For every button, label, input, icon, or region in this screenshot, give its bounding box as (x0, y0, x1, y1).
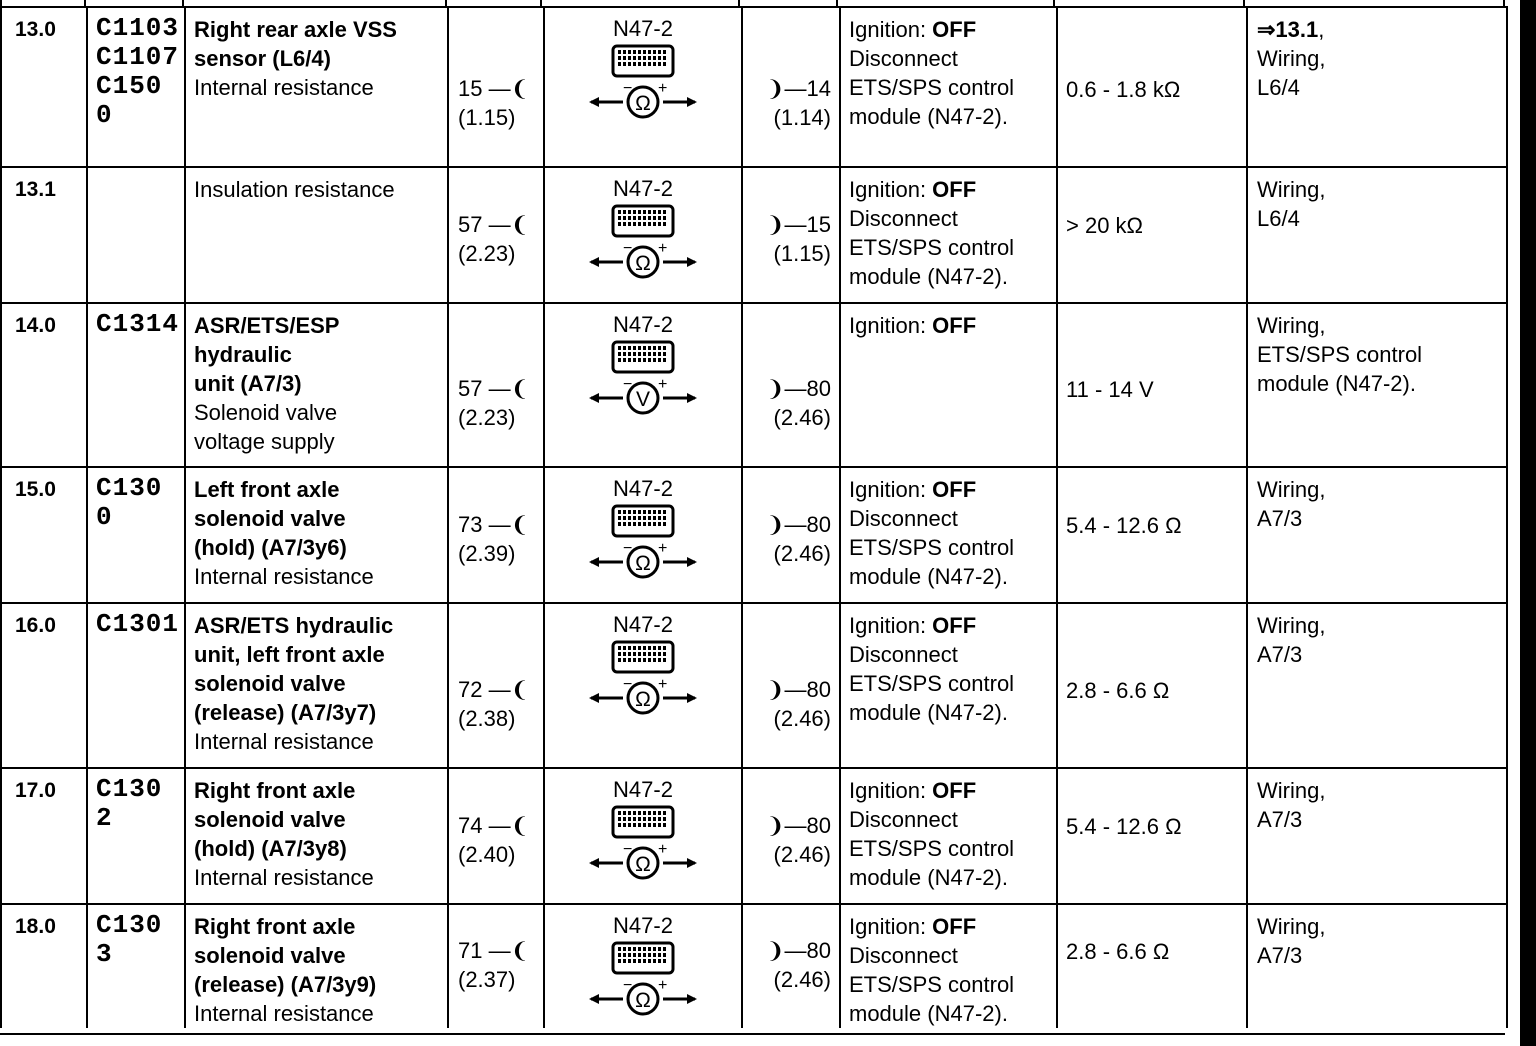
nominal-value (1057, 7, 1247, 167)
module-label: N47-2 (613, 777, 673, 802)
component-description (185, 7, 448, 167)
fault-code: 0 (96, 100, 113, 130)
meter-diagram (544, 7, 742, 167)
test-type-line: Internal resistance (194, 729, 374, 754)
ignition-line (849, 475, 1056, 504)
condition-line: Disconnect (849, 642, 958, 667)
probe-plug-left-icon: —❨ (482, 677, 530, 702)
remedy-line: L6/4 (1257, 75, 1300, 100)
module-label: N47-2 (613, 176, 673, 201)
module-label: N47-2 (613, 913, 673, 938)
test-pin-left (448, 303, 544, 467)
nominal-value-text: 0.6 - 1.8 kΩ (1066, 77, 1181, 102)
svg-text:+: + (658, 376, 668, 393)
table-row (1, 904, 1507, 1028)
svg-text:Ω: Ω (635, 252, 651, 275)
ignition-line (849, 175, 1056, 204)
test-type-line: Internal resistance (194, 1001, 374, 1026)
condition-line: module (N47-2). (849, 1001, 1008, 1026)
diagnostic-test-table (0, 6, 1508, 1028)
svg-text:+: + (658, 841, 668, 858)
condition-line: Disconnect (849, 46, 958, 71)
test-pin-left (448, 167, 544, 303)
fault-code-cell (87, 904, 185, 1028)
probe-plug-right-icon: ❩— (766, 76, 807, 101)
pin-right-sub: (2.46) (773, 967, 831, 992)
pin-right-number-line (766, 936, 831, 965)
remedy (1247, 167, 1507, 303)
probe-plug-right-icon: ❩— (766, 677, 807, 702)
pin-right-number: 80 (806, 376, 831, 401)
nominal-value (1057, 603, 1247, 768)
pin-left-group (458, 374, 529, 432)
remedy (1247, 303, 1507, 467)
component-title-line: solenoid valve (194, 506, 346, 531)
nominal-value (1057, 768, 1247, 904)
component-description (185, 768, 448, 904)
remedy-line: Wiring, (1257, 177, 1326, 202)
pin-right-number: 15 (806, 212, 831, 237)
component-title-line: (release) (A7/3y7) (194, 700, 377, 725)
svg-text:+: + (658, 977, 668, 994)
probe-plug-right-icon: ❩— (766, 212, 807, 237)
component-description (185, 167, 448, 303)
condition-line: Disconnect (849, 506, 958, 531)
condition-line: Disconnect (849, 807, 958, 832)
fault-code-cell (87, 603, 185, 768)
pin-left-sub: (2.40) (458, 842, 516, 867)
meter-diagram (544, 603, 742, 768)
component-title-line: Right front axle (194, 778, 356, 803)
pin-right-group (766, 936, 831, 994)
remedy-line: Wiring, (1257, 46, 1326, 71)
probe-plug-right-icon: ❩— (766, 512, 807, 537)
ignition-state: OFF (932, 17, 977, 42)
pin-left-sub: (2.39) (458, 541, 516, 566)
test-condition (840, 303, 1057, 467)
svg-text:−: − (623, 676, 633, 693)
test-pin-right (742, 467, 840, 603)
condition-line: ETS/SPS control (849, 671, 1015, 696)
fault-code-cell (87, 467, 185, 603)
step-number-text: 18.0 (15, 915, 56, 938)
step-number-text: 17.0 (15, 779, 56, 802)
remedy-line: A7/3 (1257, 807, 1303, 832)
pin-left-number: 15 (458, 76, 483, 101)
condition-line: ETS/SPS control (849, 972, 1015, 997)
remedy-line: A7/3 (1257, 506, 1303, 531)
condition-line: module (N47-2). (849, 564, 1008, 589)
remedy-line: Wiring, (1257, 613, 1326, 638)
test-condition (840, 7, 1057, 167)
probe-plug-left-icon: —❨ (482, 76, 530, 101)
fault-code: C1103 (96, 13, 180, 43)
svg-text:Ω: Ω (635, 688, 651, 711)
test-condition (840, 467, 1057, 603)
ignition-label: Ignition: (849, 613, 933, 638)
pin-left-group (458, 811, 529, 869)
remedy-line: A7/3 (1257, 642, 1303, 667)
pin-right-group (766, 210, 831, 268)
nominal-value-text: > 20 kΩ (1066, 213, 1143, 238)
condition-line: ETS/SPS control (849, 75, 1015, 100)
condition-line: module (N47-2). (849, 865, 1008, 890)
ignition-line (849, 311, 1056, 340)
probe-plug-left-icon: —❨ (482, 376, 530, 401)
meter-diagram (544, 303, 742, 467)
test-type-line: Insulation resistance (194, 177, 395, 202)
test-type-line: Internal resistance (194, 865, 374, 890)
test-pin-right (742, 7, 840, 167)
pin-left-number-line (458, 675, 529, 704)
pin-left-number: 71 (458, 938, 483, 963)
test-type-line: Solenoid valve (194, 400, 338, 425)
ignition-state: OFF (932, 313, 977, 338)
pin-left-number: 57 (458, 376, 483, 401)
ignition-state: OFF (932, 914, 977, 939)
step-number (1, 904, 87, 1028)
remedy (1247, 7, 1507, 167)
pin-left-group (458, 675, 529, 733)
component-title-line: Right front axle (194, 914, 356, 939)
component-title-line: Left front axle (194, 477, 340, 502)
fault-code: 3 (96, 939, 113, 969)
probe-plug-right-icon: ❩— (766, 376, 807, 401)
step-number-text: 13.0 (15, 18, 56, 41)
svg-text:Ω: Ω (635, 853, 651, 876)
remedy (1247, 467, 1507, 603)
pin-right-number: 14 (806, 76, 831, 101)
pin-left-sub: (2.38) (458, 706, 516, 731)
fault-code: C1314 (96, 309, 180, 339)
pin-left-number: 72 (458, 677, 483, 702)
svg-text:V: V (635, 388, 651, 411)
pin-left-sub: (2.23) (458, 241, 516, 266)
pin-left-number-line (458, 811, 529, 840)
test-condition (840, 904, 1057, 1028)
pin-left-group (458, 74, 529, 132)
remedy-line: A7/3 (1257, 943, 1303, 968)
step-number-text: 14.0 (15, 314, 56, 337)
table-row (1, 603, 1507, 768)
fault-code-cell (87, 167, 185, 303)
test-condition (840, 768, 1057, 904)
ignition-label: Ignition: (849, 313, 933, 338)
ignition-label: Ignition: (849, 778, 933, 803)
component-title-line: unit (A7/3) (194, 371, 302, 396)
remedy-line: module (N47-2). (1257, 371, 1416, 396)
ignition-state: OFF (932, 613, 977, 638)
pin-left-number: 57 (458, 212, 483, 237)
step-number (1, 768, 87, 904)
pin-left-number: 74 (458, 813, 483, 838)
step-number (1, 603, 87, 768)
condition-line: ETS/SPS control (849, 836, 1015, 861)
fault-code: 2 (96, 803, 113, 833)
step-number-text: 15.0 (15, 478, 56, 501)
test-condition (840, 167, 1057, 303)
ignition-line (849, 15, 1056, 44)
test-type-line: voltage supply (194, 429, 335, 454)
nominal-value (1057, 904, 1247, 1028)
module-label: N47-2 (613, 476, 673, 501)
svg-text:−: − (623, 841, 633, 858)
component-description (185, 904, 448, 1028)
remedy-line: Wiring, (1257, 313, 1326, 338)
pin-right-sub: (2.46) (773, 842, 831, 867)
fault-code: C150 (96, 71, 163, 101)
ignition-label: Ignition: (849, 477, 933, 502)
remedy-line: Wiring, (1257, 477, 1326, 502)
pin-left-number-line (458, 374, 529, 403)
remedy (1247, 768, 1507, 904)
remedy-line: ETS/SPS control (1257, 342, 1423, 367)
ignition-label: Ignition: (849, 914, 933, 939)
probe-plug-left-icon: —❨ (482, 512, 530, 537)
ignition-label: Ignition: (849, 17, 933, 42)
probe-plug-left-icon: —❨ (482, 813, 530, 838)
pin-left-number-line (458, 510, 529, 539)
test-pin-right (742, 303, 840, 467)
test-pin-left (448, 7, 544, 167)
remedy-jump-link[interactable]: ⇒13.1 (1257, 17, 1319, 42)
pin-left-sub: (2.23) (458, 405, 516, 430)
table-bottom-rule (0, 1033, 1505, 1035)
ignition-state: OFF (932, 177, 977, 202)
test-pin-right (742, 768, 840, 904)
remedy-line: Wiring, (1257, 778, 1326, 803)
probe-plug-left-icon: —❨ (482, 212, 530, 237)
test-pin-left (448, 467, 544, 603)
pin-left-group (458, 936, 529, 994)
probe-plug-right-icon: ❩— (766, 813, 807, 838)
fault-code: 0 (96, 502, 113, 532)
condition-line: ETS/SPS control (849, 235, 1015, 260)
component-description (185, 303, 448, 467)
pin-right-number-line (766, 811, 831, 840)
nominal-value-text: 2.8 - 6.6 Ω (1066, 678, 1170, 703)
module-label: N47-2 (613, 16, 673, 41)
ignition-label: Ignition: (849, 177, 933, 202)
step-number-text: 16.0 (15, 614, 56, 637)
pin-right-group (766, 74, 831, 132)
test-pin-left (448, 603, 544, 768)
pin-right-number-line (766, 210, 831, 239)
pin-left-number-line (458, 74, 529, 103)
test-pin-right (742, 603, 840, 768)
test-pin-right (742, 904, 840, 1028)
nominal-value-text: 11 - 14 V (1066, 377, 1154, 402)
component-title-line: Right rear axle VSS (194, 17, 397, 42)
pin-right-number: 80 (806, 813, 831, 838)
meter-diagram (544, 167, 742, 303)
fault-code: C1107 (96, 42, 180, 72)
svg-text:+: + (658, 540, 668, 557)
pin-right-number-line (766, 675, 831, 704)
component-title-line: (hold) (A7/3y6) (194, 535, 347, 560)
fault-code-cell (87, 768, 185, 904)
svg-text:−: − (623, 540, 633, 557)
test-pin-left (448, 768, 544, 904)
pin-right-number-line (766, 74, 831, 103)
fault-code: C130 (96, 910, 163, 940)
pin-right-group (766, 510, 831, 568)
remedy (1247, 603, 1507, 768)
pin-right-sub: (2.46) (773, 405, 831, 430)
component-title-line: (hold) (A7/3y8) (194, 836, 347, 861)
test-pin-right (742, 167, 840, 303)
component-title-line: (release) (A7/3y9) (194, 972, 377, 997)
pin-right-number: 80 (806, 938, 831, 963)
probe-plug-left-icon: —❨ (482, 938, 530, 963)
condition-line: module (N47-2). (849, 264, 1008, 289)
pin-left-number-line (458, 210, 529, 239)
component-title-line: solenoid valve (194, 671, 346, 696)
test-type-line: Internal resistance (194, 75, 374, 100)
pin-right-sub: (2.46) (773, 706, 831, 731)
ignition-state: OFF (932, 778, 977, 803)
pin-left-number: 73 (458, 512, 483, 537)
pin-left-sub: (2.37) (458, 967, 516, 992)
ignition-line (849, 776, 1056, 805)
component-title-line: ASR/ETS hydraulic (194, 613, 394, 638)
pin-right-number-line (766, 510, 831, 539)
condition-line: ETS/SPS control (849, 535, 1015, 560)
table-row (1, 167, 1507, 303)
meter-diagram (544, 768, 742, 904)
pin-right-sub: (1.15) (773, 241, 831, 266)
step-number-text: 13.1 (15, 178, 56, 201)
svg-text:Ω: Ω (635, 92, 651, 115)
svg-text:+: + (658, 676, 668, 693)
svg-text:−: − (623, 376, 633, 393)
fault-code: C130 (96, 774, 163, 804)
step-number (1, 7, 87, 167)
table-row (1, 768, 1507, 904)
nominal-value (1057, 467, 1247, 603)
condition-line: module (N47-2). (849, 700, 1008, 725)
pin-right-group (766, 811, 831, 869)
fault-code-cell (87, 7, 185, 167)
table-row (1, 7, 1507, 167)
component-description (185, 467, 448, 603)
step-number (1, 303, 87, 467)
pin-left-number-line (458, 936, 529, 965)
component-title-line: unit, left front axle (194, 642, 385, 667)
nominal-value (1057, 167, 1247, 303)
remedy-line: L6/4 (1257, 206, 1300, 231)
nominal-value-text: 5.4 - 12.6 Ω (1066, 513, 1182, 538)
svg-text:Ω: Ω (635, 552, 651, 575)
remedy-jump-punct: , (1318, 17, 1325, 42)
component-title-line: ASR/ETS/ESP (194, 313, 340, 338)
svg-text:−: − (623, 977, 633, 994)
condition-line: Disconnect (849, 943, 958, 968)
component-title-line: hydraulic (194, 342, 292, 367)
ignition-line (849, 912, 1056, 941)
nominal-value (1057, 303, 1247, 467)
component-title-line: solenoid valve (194, 807, 346, 832)
svg-text:+: + (658, 240, 668, 257)
nominal-value-text: 5.4 - 12.6 Ω (1066, 814, 1182, 839)
component-title-line: solenoid valve (194, 943, 346, 968)
remedy-line: Wiring, (1257, 914, 1326, 939)
svg-text:Ω: Ω (635, 989, 651, 1012)
pin-right-number-line (766, 374, 831, 403)
table-row (1, 303, 1507, 467)
test-pin-left (448, 904, 544, 1028)
pin-right-group (766, 675, 831, 733)
pin-left-group (458, 510, 529, 568)
remedy-jump-line (1257, 15, 1506, 44)
svg-text:−: − (623, 240, 633, 257)
pin-right-sub: (1.14) (773, 105, 831, 130)
ignition-line (849, 611, 1056, 640)
page-edge-bar (1520, 0, 1536, 1046)
step-number (1, 167, 87, 303)
step-number (1, 467, 87, 603)
table-row (1, 467, 1507, 603)
probe-plug-right-icon: ❩— (766, 938, 807, 963)
pin-left-sub: (1.15) (458, 105, 516, 130)
module-label: N47-2 (613, 312, 673, 337)
meter-diagram (544, 904, 742, 1028)
pin-right-number: 80 (806, 512, 831, 537)
component-title-line: sensor (L6/4) (194, 46, 331, 71)
fault-code: C130 (96, 473, 163, 503)
test-type-line: Internal resistance (194, 564, 374, 589)
nominal-value-text: 2.8 - 6.6 Ω (1066, 939, 1170, 964)
remedy (1247, 904, 1507, 1028)
pin-left-group (458, 210, 529, 268)
svg-text:+: + (658, 80, 668, 97)
pin-right-group (766, 374, 831, 432)
fault-code: C1301 (96, 609, 180, 639)
condition-line: Disconnect (849, 206, 958, 231)
meter-diagram (544, 467, 742, 603)
pin-right-number: 80 (806, 677, 831, 702)
fault-code-cell (87, 303, 185, 467)
module-label: N47-2 (613, 612, 673, 637)
ignition-state: OFF (932, 477, 977, 502)
pin-right-sub: (2.46) (773, 541, 831, 566)
test-condition (840, 603, 1057, 768)
condition-line: module (N47-2). (849, 104, 1008, 129)
svg-text:−: − (623, 80, 633, 97)
component-description (185, 603, 448, 768)
